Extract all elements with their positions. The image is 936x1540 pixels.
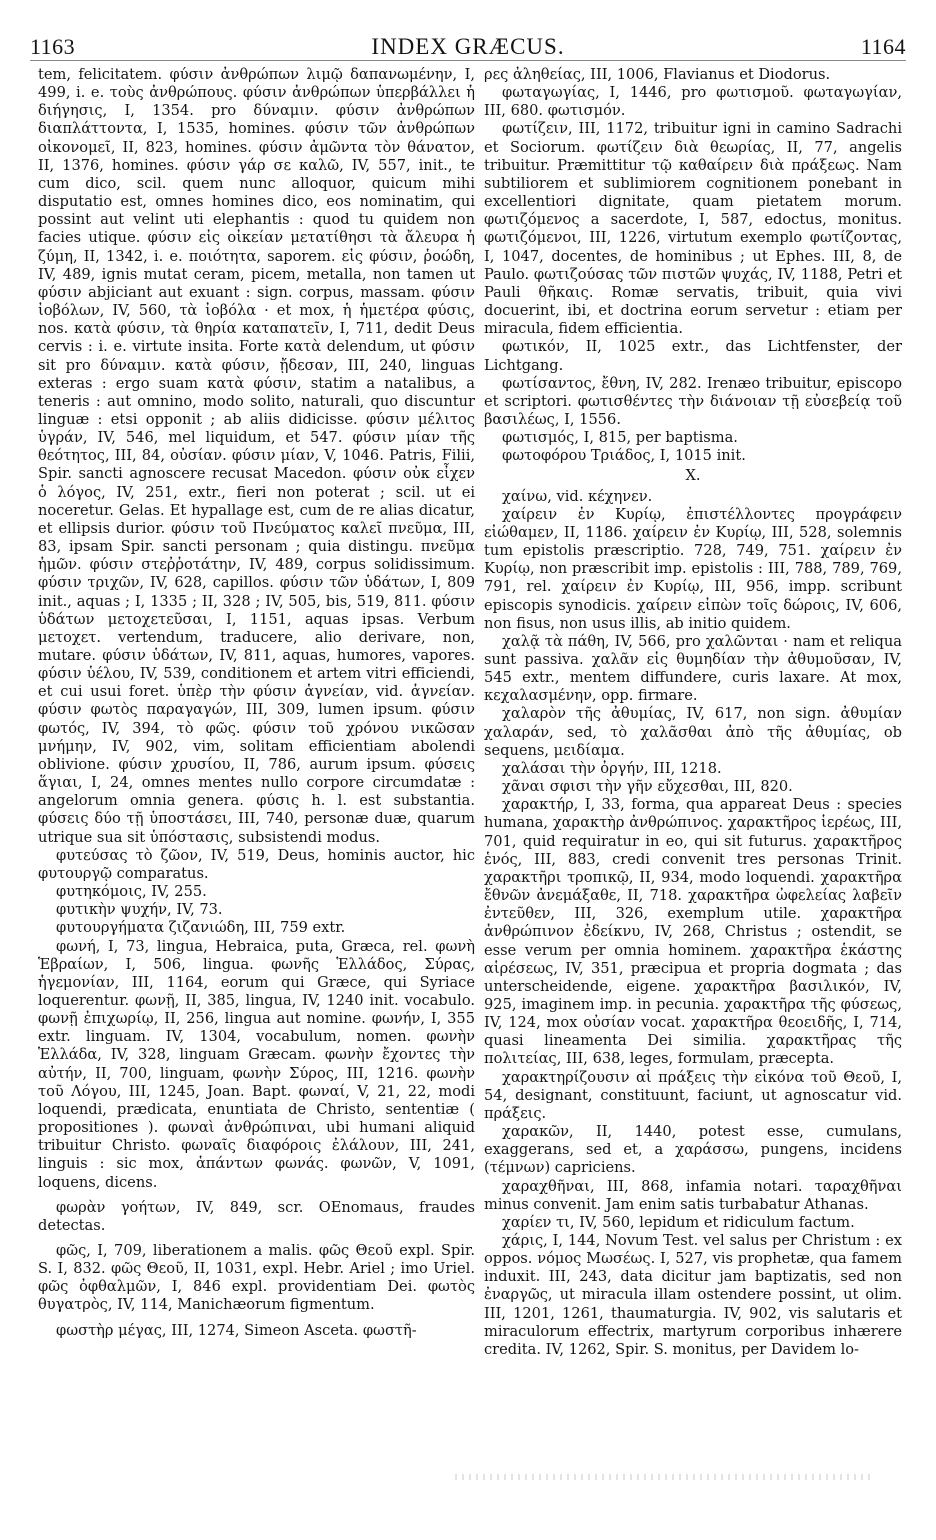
left-column [38, 66, 475, 1486]
entry-chalaron: χαλαρὸν τῆς ἀθυμίας, IV, 617, non sign. ἀθυμίαν χαλαράν, sed, τὸ χαλᾶσθαι ἀπὸ τῆς ἀθυμίας, ob sequens, μειδίαμα. [484, 705, 902, 759]
right-page-number: 1164 [860, 34, 906, 59]
entry-photagogias: φωταγωγίας, I, 1446, pro φωτισμοῦ. φωταγωγίαν, III, 680. φωτισμόν. [484, 84, 902, 120]
print-smudge [455, 1474, 875, 1480]
entry-phone: φωνή, I, 73, lingua, Hebraica, puta, Græca, rel. φωνὴ Ἑβραίων, I, 506, lingua. φωνῆς Ἑλλάδος, Σύρας, ἡγεμονίαν, III, 1164, eorum qui Græce, qui Syriace loquerentur. φωνῇ, II, 385, lingua, IV, 1240 init. vocabulo. φωνῇ ἐπιχωρίῳ, II, 256, lingua aut nomine. φωνήν, I, 355 extr. linguam. IV, 1304, vocabulum, nomen. φωνὴν Ἑλλάδα, IV, 328, linguam Græcam. φωνὴν ἔχοντες τὴν αὐτήν, II, 700, linguam, φωνὴν Σύρος, III, 1216. φωνὴν τοῦ Λόγου, III, 1245, Joan. Bapt. φωναί, V, 21, 22, modi loquendi, prædicata, enuntiata de Christo, sententiæ ( propositiones ). φωναὶ ἀνθρώπιναι, ubi humani aliquid tribuitur Christo. φωναῖς διαφόροις ἐλάλουν, III, 241, linguis : sic mox, ἁπάντων φωνάς. φωνῶν, V, 1091, loquens, dicens. [38, 937, 475, 1191]
entry-chala: χαλᾷ τὰ πάθη, IV, 566, pro χαλῶνται · nam et reliqua sunt passiva. χαλᾶν εἰς θυμηδίαν τὴν ἀθυμοῦσαν, IV, 545 extr., mentem diffundere, curis laxare. At mox, κεχαλασμένην, opp. firmare. [484, 632, 902, 705]
entry-phytekomois: φυτηκόμοις, IV, 255. [56, 883, 207, 901]
running-title: INDEX GRÆCUS. [371, 34, 565, 59]
header-rule [30, 60, 906, 61]
entry-phytourgemata: φυτουργήματα ζιζανιώδη, III, 759 extr. [56, 919, 346, 937]
entry-phytiken: φυτικὴν ψυχήν, IV, 73. [56, 901, 223, 919]
entry-physin: tem, felicitatem. φύσιν ἀνθρώπων λιμῷ δαπανωμένην, I, 499, i. e. τοὺς ἀνθρώπους. φύσιν ἀνθρώπων ὑπερβάλλει ἡ διήγησις, I, 1354. pro δύναμιν. φύσιν ἀνθρώπων διαπλάττοντα, I, 1535, homines. φύσιν τῶν ἀνθρώπων οἰκονομεῖ, II, 823, homines. φύσιν ἀμῶντα τὸν θάνατον, II, 1376, homines. φύσιν γάρ σε καλῶ, IV, 557, init., te cum dico, scil. quem nunc alloquor, quicum mihi disputatio est, omnes homines dico, eos nominatim, qui possint aut velint uti elephantis : quod tu quidem non facies utique. φύσιν εἰς οἰκείαν μετατίθησι τὰ ἄλευρα ἡ ζύμη, II, 1342, i. e. ποιότητα, saporem. εἰς φύσιν, ῥοώδη, IV, 489, ignis mutat ceram, picem, metalla, non tamen ut φύσιν abjiciant aut exuant : sign. corpus, massam. φύσιν ἰοβόλων, IV, 560, τὰ ἰοβόλα · et mox, ἡ ἡμετέρα φύσις, nos. κατὰ φύσιν, τὰ θηρία καταπατεῖν, I, 711, dedit Deus cervis : i. e. virtute insita. Forte κατὰ delendum, ut φύσιν sit pro δύναμιν. κατὰ φύσιν, ᾔδεσαν, III, 240, linguas exteras : ergo suam κατὰ φύσιν, statim a natalibus, a teneris : aut omnino, modo solito, naturali, quo discuntur linguæ : etsi opponit ; ab aliis didicisse. φύσιν μέλιτος ὑγράν, IV, 546, mel liquidum, et 547. φύσιν μίαν τῆς θεότητος, III, 84, οὐσίαν. φύσιν μίαν, V, 1046. Patris, Filii, Spir. sancti agnoscere recusat Macedon. φύσιν οὐκ εἶχεν ὁ λόγος, IV, 251, extr., fieri non poterat ; scil. ut ei noceretur. Gelas. Et hypallage est, cum de re alias dicatur, et ellipsis durior. φύσιν τοῦ Πνεύματος καλεῖ πνεῦμα, III, 83, ipsam Spir. sancti personam ; quia distingu. πνεῦμα ἡμῶν. φύσιν στεῤῥοτάτην, IV, 489, corpus solidissimum. φύσιν τριχῶν, IV, 628, capillos. φύσιν τῶν ὑδάτων, I, 809 init., aquas ; I, 1335 ; II, 328 ; IV, 505, bis, 519, 811. φύσιν ὑδάτων μετοχετεῦσαι, I, 1151, aquas ipsas. Verbum μετοχετ. vertendum, traducere, alio derivare, non, mutare. φύσιν ὑδάτων, IV, 811, aquas, humores, vapores. φύσιν ὑέλου, IV, 539, conditionem et artem vitri efficiendi, et cui usui foret. ὑπὲρ τὴν φύσιν ἁγνείαν, vid. ἁγνείαν. φύσιν φωτὸς παραγαγών, III, 309, lumen ipsum. φύσιν φωτός, IV, 394, τὸ φῶς. φύσιν τοῦ χρόνου νικῶσαν μνήμην, IV, 902, vim, solitam efficientiam abolendi oblivione. φύσιν χρυσίου, II, 786, aurum ipsum. φύσεις ἅγιαι, I, 24, omnes mentes nullo corpore circumdatæ : angelorum omnia genera. φύσις h. l. est substantia. φύσεις δύο τῇ ὑποστάσει, III, 740, personæ duæ, quarum utrique sua sit ὑπόστασις, subsistendi modus. [38, 66, 475, 846]
entry-photismos: φωτισμός, I, 815, per baptisma. [502, 429, 738, 447]
entry-charakter: χαρακτήρ, I, 33, forma, qua appareat Deus : species humana, χαρακτὴρ ἀνθρώπινος. χαρακτῆρος ἱερέως, III, 701, quid requiratur in eo, qui sit futurus. χαρακτῆρος ἑνός, III, 883, credi convenit tres personas Trinit. χαρακτῆρι τροπικῷ, II, 934, modo loquendi. χαρακτῆρα ἔθνῶν ἀνεμάξαθε, II, 718. χαρακτῆρα ὠφελείας λαβεῖν ἐντεῦθεν, III, 326, exemplum utile. χαρακτῆρα ἀνθρώπινον ἐδείκνυ, IV, 268, Christus ; ostendit, se esse verum per omnia hominem. χαρακτῆρα ἑκάστης αἱρέσεως, IV, 351, præcipua et propria dogmata ; das unterscheidende, eigene. χαρακτῆρα βασιλικόν, IV, 925, imaginem imp. in pecunia. χαρακτῆρα τῆς φύσεως, IV, 124, mox οὐσίαν vocat. χαρακτῆρα θεοειδῆς, I, 714, quasi lineamenta Dei similia. χαρακτῆρας τῆς πολιτείας, III, 638, leges, formulam, præcepta. [484, 796, 902, 1068]
entry-phoran: φωρὰν γοήτων, IV, 849, scr. OEnomaus, fraudes detectas. [38, 1198, 475, 1234]
entry-photikon: φωτικόν, II, 1025 extr., das Lichtfenster, der Lichtgang. [484, 338, 902, 374]
entry-phoster: φωστὴρ μέγας, III, 1274, Simeon Asceta. φωστῆ- [56, 1321, 417, 1339]
entry-charis: χάρις, I, 144, Novum Test. vel salus per Christum : ex oppos. νόμος Μωσέως. I, 527, vis prophetæ, qua famem induxit. III, 243, data dicitur jam baptizatis, sed non ἐναργῶς, ut miracula illam ostendere possint, ut olim. III, 1201, 1261, thaumaturgia. IV, 902, vis salutaris et miraculorum effectrix, martyrum corporibus inhærere credita. IV, 1262, Spir. S. monitus, per Davidem lo- [484, 1232, 902, 1358]
entry-chaino: χαίνω, vid. κέχηνεν. [502, 487, 653, 505]
right-column [484, 66, 902, 1486]
entry-phyteusas: φυτεύσας τὸ ζῶον, IV, 519, Deus, hominis auctor, hic φυτουργῷ comparatus. [38, 846, 475, 882]
entry-chalasai: χαλάσαι τὴν ὀργήν, III, 1218. [502, 759, 722, 777]
left-page-number: 1163 [30, 34, 76, 59]
entry-chanai: χᾶναι σφισι τὴν γῆν εὔχεσθαι, III, 820. [502, 778, 793, 796]
entry-phos: φῶς, I, 709, liberationem a malis. φῶς Θεοῦ expl. Spir. S. I, 832. φῶς Θεοῦ, II, 1031, expl. Hebr. Ariel ; imo Uriel. φῶς ὀφθαλμῶν, I, 846 expl. providentiam Dei. φωτὸς θυγατρὸς, IV, 114, Manichæorum figmentum. [38, 1242, 475, 1314]
entry-charakterizousin: χαρακτηρίζουσιν αἱ πράξεις τὴν εἰκόνα τοῦ Θεοῦ, I, 54, designant, constituunt, faciunt, ut agnoscatur vid. πράξεις. [484, 1068, 902, 1122]
entry-photophorou: φωτοφόρου Τριάδος, I, 1015 init. [502, 447, 746, 465]
page-header [30, 34, 906, 60]
entry-chairein: χαίρειν ἐν Κυρίῳ, ἐπιστέλλοντες προγράφειν εἰώθαμεν, II, 1186. χαίρειν ἐν Κυρίῳ, III, 528, solemnis tum epistolis præscriptio. 728, 749, 751. χαίρειν ἐν Κυρίῳ, non præscribit imp. epistolis : III, 788, 789, 769, 791, rel. χαίρειν ἐν Κυρίῳ, III, 956, impp. scribunt episcopis synodicis. χαίρειν εἰπὼν τοῖς δώροις, IV, 606, non fisus, non usus illis, ab initio quidem. [484, 505, 902, 632]
entry-charakon: χαρακῶν, II, 1440, potest esse, cumulans, exaggerans, sed et, a χαράσσω, pungens, incidens (τέμνων) capriciens. [484, 1123, 902, 1177]
entry-phosteres-cont: ρες ἀληθείας, III, 1006, Flavianus et Diodorus. [484, 66, 831, 83]
entry-photizein: φωτίζειν, III, 1172, tribuitur igni in camino Sadrachi et Sociorum. φωτίζειν διὰ θεωρίας, II, 77, angelis tribuitur. Præmittitur τῷ καθαίρειν διὰ πράξεως. Nam subtiliorem et sublimiorem cognitionem ponebant in excellentiori dignitate, quam pietatem morum. φωτιζόμενος a sacerdote, I, 587, edoctus, monitus. φωτιζόμενοι, III, 1226, virtutum exemplo φωτίζοντας, I, 1047, docentes, de hominibus ; ut Ephes. III, 8, de Paulo. φωτιζούσας τῶν πιστῶν ψυχάς, IV, 1188, Petri et Pauli θῆκαις. Romæ servatis, tribuit, quia vivi docuerint, ibi, et doctrina eorum servetur : etiam per miracula, fidem efficientia. [484, 120, 902, 338]
section-letter-chi: X. [685, 467, 701, 485]
entry-photisantos: φωτίσαντος, ἔθνη, IV, 282. Irenæo tribuitur, episcopo et scriptori. φωτισθέντες τὴν διάνοιαν τῇ εὐσεβείᾳ τοῦ βασιλέως, I, 1556. [484, 374, 902, 428]
entry-charachthenai: χαραχθῆναι, III, 868, infamia notari. ταραχθῆναι minus convenit. Jam enim satis turbabatur Athanas. [484, 1177, 902, 1213]
entry-charien: χαρίεν τι, IV, 560, lepidum et ridiculum factum. [502, 1213, 855, 1231]
